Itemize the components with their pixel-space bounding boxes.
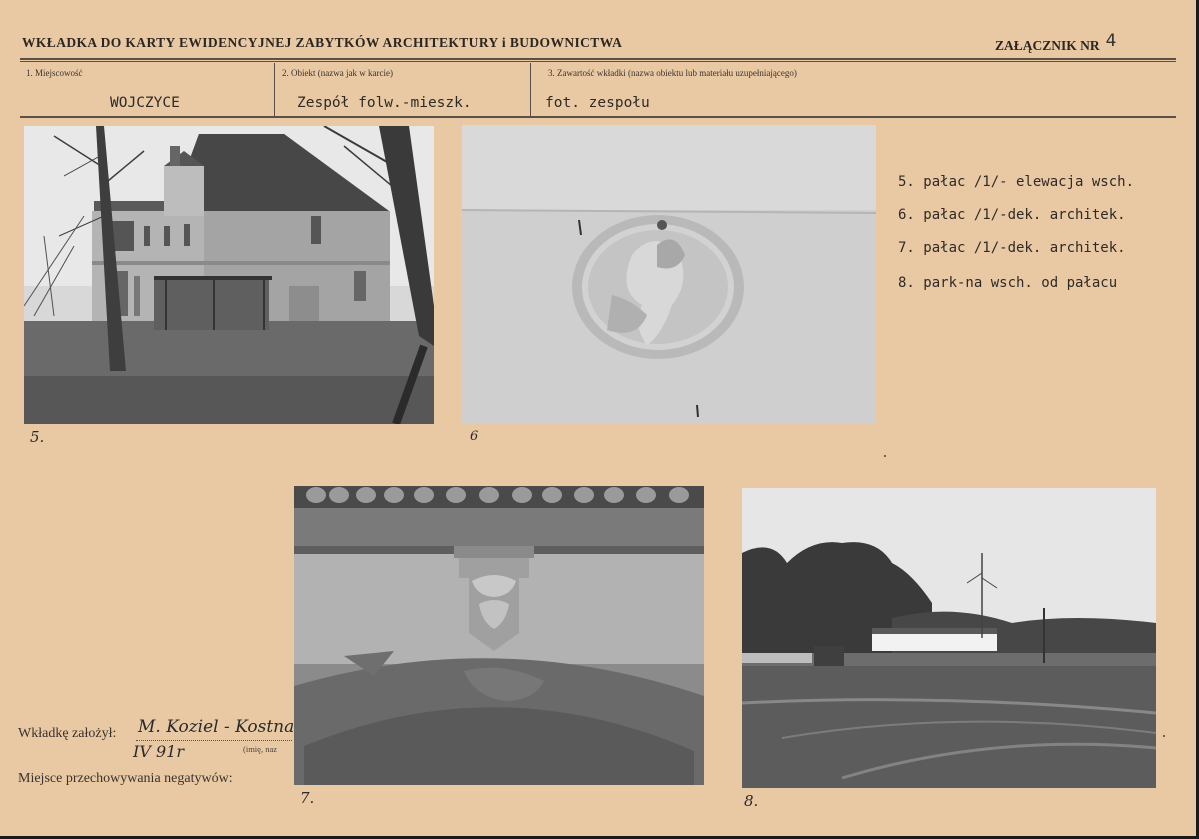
card-title: WKŁADKA DO KARTY EWIDENCYJNEJ ZABYTKÓW ARCHITEKTURY i BUDOWNICTWA xyxy=(22,35,623,50)
photo-keystone-detail xyxy=(294,486,704,785)
field-divider-1 xyxy=(274,63,275,116)
field-divider-2 xyxy=(530,63,531,116)
photo-palace-east-elevation xyxy=(24,126,434,424)
caption-5: 5. pałac /1/- elewacja wsch. xyxy=(898,174,1135,190)
created-date: IV 91r xyxy=(133,742,184,761)
content-label: 3. Zawartość wkładki (nazwa obiektu lub materiału uzupełniającego) xyxy=(548,68,797,78)
created-by-label: Wkładkę założył: xyxy=(18,726,117,741)
place-label: 1. Miejscowość xyxy=(26,68,83,78)
attachment-label-text: ZAŁĄCZNIK NR xyxy=(995,38,1100,53)
place-value: WOJCZYCE xyxy=(110,95,180,111)
negatives-storage-label: Miejsce przechowywania negatywów: xyxy=(18,771,233,786)
header-rule-top xyxy=(20,58,1176,60)
photo-architectural-medallion xyxy=(462,125,876,424)
photo-park-east-of-palace xyxy=(742,488,1156,788)
stray-mark xyxy=(1163,735,1165,737)
attachment-number: 4 xyxy=(1105,31,1117,51)
object-label: 2. Obiekt (nazwa jak w karcie) xyxy=(282,68,393,78)
caption-8: 8. park-na wsch. od pałacu xyxy=(898,275,1118,291)
photo-number-8: 8. xyxy=(744,792,759,810)
stray-mark-2 xyxy=(884,455,886,457)
photo-number-7: 7. xyxy=(300,789,315,807)
name-hint: (imię, naz xyxy=(243,744,277,754)
caption-6: 6. pałac /1/-dek. architek. xyxy=(898,207,1126,223)
header-rule-bottom xyxy=(20,116,1176,118)
photo-number-6: 6 xyxy=(470,429,479,444)
object-value: Zespół folw.-mieszk. xyxy=(297,95,472,111)
header-rule-top-2 xyxy=(20,61,1176,62)
created-by-line xyxy=(136,740,292,741)
created-by-signature: M. Koziel - Kostna xyxy=(138,717,295,737)
caption-7: 7. pałac /1/-dek. architek. xyxy=(898,240,1126,256)
attachment-label xyxy=(995,31,1117,55)
photo-number-5: 5. xyxy=(30,428,45,446)
content-value: fot. zespołu xyxy=(545,95,650,111)
